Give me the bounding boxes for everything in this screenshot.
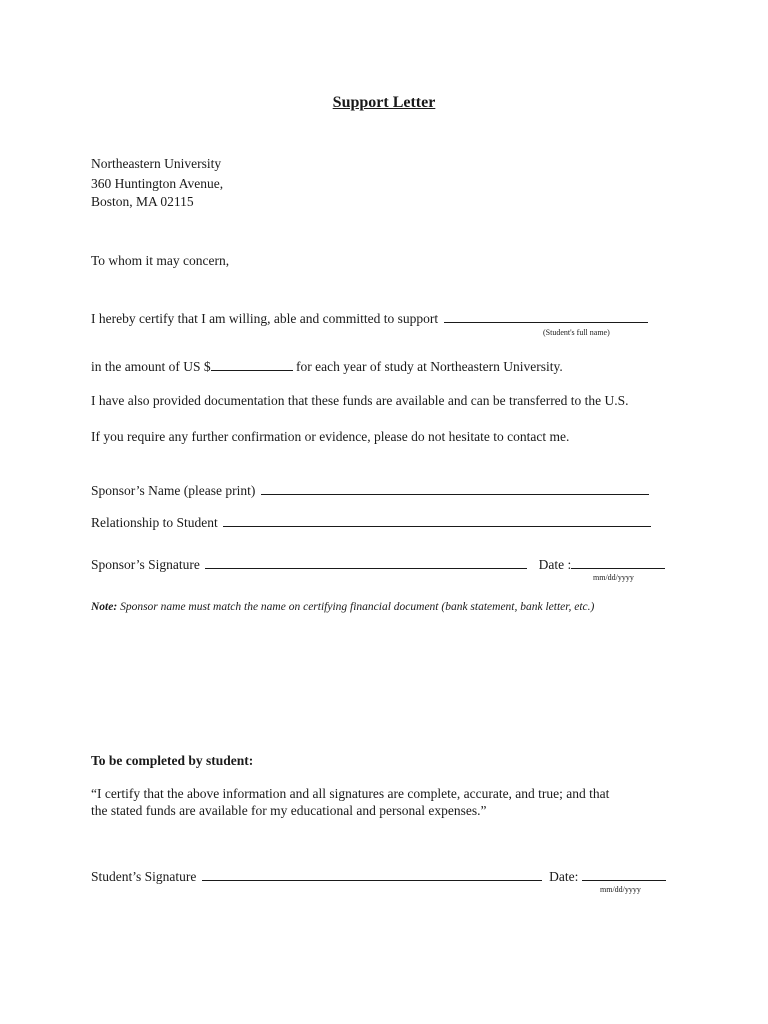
address-line-1: Northeastern University <box>91 156 222 171</box>
student-date-label: Date: <box>549 869 579 884</box>
sponsor-signature-label: Sponsor’s Signature <box>91 557 200 572</box>
sponsor-signature-field[interactable] <box>205 556 527 569</box>
relationship-row <box>91 514 651 532</box>
student-name-caption: (Student's full name) <box>543 328 610 337</box>
certify-statement <box>91 310 648 328</box>
address-line-3: Boston, MA 02115 <box>91 194 194 209</box>
student-name-field[interactable] <box>444 310 648 323</box>
relationship-field[interactable] <box>223 514 651 527</box>
sponsor-name-row <box>91 482 649 500</box>
student-quote-line-2: the stated funds are available for my educational and personal expenses.” <box>91 803 487 818</box>
documentation-statement: I have also provided documentation that these funds are available and can be transferred to the U.S. <box>91 393 629 408</box>
note-text: Sponsor name must match the name on certifying financial document (bank statement, bank letter, etc.) <box>120 601 595 613</box>
student-date-field[interactable] <box>582 868 666 881</box>
amount-statement <box>91 358 563 376</box>
sponsor-name-label: Sponsor’s Name (please print) <box>91 483 256 498</box>
student-section-heading: To be completed by student: <box>91 753 254 768</box>
student-quote-line-1: “I certify that the above information and all signatures are complete, accurate, and true; and that <box>91 786 610 801</box>
sponsor-name-field[interactable] <box>261 482 649 495</box>
sponsor-date-label: Date : <box>538 557 572 572</box>
student-signature-row <box>91 868 666 886</box>
document-title: Support Letter <box>332 94 436 111</box>
salutation: To whom it may concern, <box>91 253 230 268</box>
certify-text: I hereby certify that I am willing, able and committed to support <box>91 311 439 326</box>
sponsor-date-field[interactable] <box>571 556 665 569</box>
student-date-format: mm/dd/yyyy <box>600 885 641 894</box>
amount-field[interactable] <box>211 358 293 371</box>
sponsor-note <box>91 601 594 613</box>
sponsor-signature-row <box>91 556 665 574</box>
relationship-label: Relationship to Student <box>91 515 218 530</box>
address-line-2: 360 Huntington Avenue, <box>91 176 224 191</box>
student-signature-label: Student’s Signature <box>91 869 197 884</box>
student-signature-field[interactable] <box>202 868 542 881</box>
amount-prefix: in the amount of US $ <box>91 359 211 374</box>
sponsor-date-format: mm/dd/yyyy <box>593 573 634 582</box>
confirmation-statement: If you require any further confirmation or evidence, please do not hesitate to contact me. <box>91 429 570 444</box>
note-label: Note: <box>91 601 118 613</box>
amount-suffix: for each year of study at Northeastern University. <box>296 359 563 374</box>
